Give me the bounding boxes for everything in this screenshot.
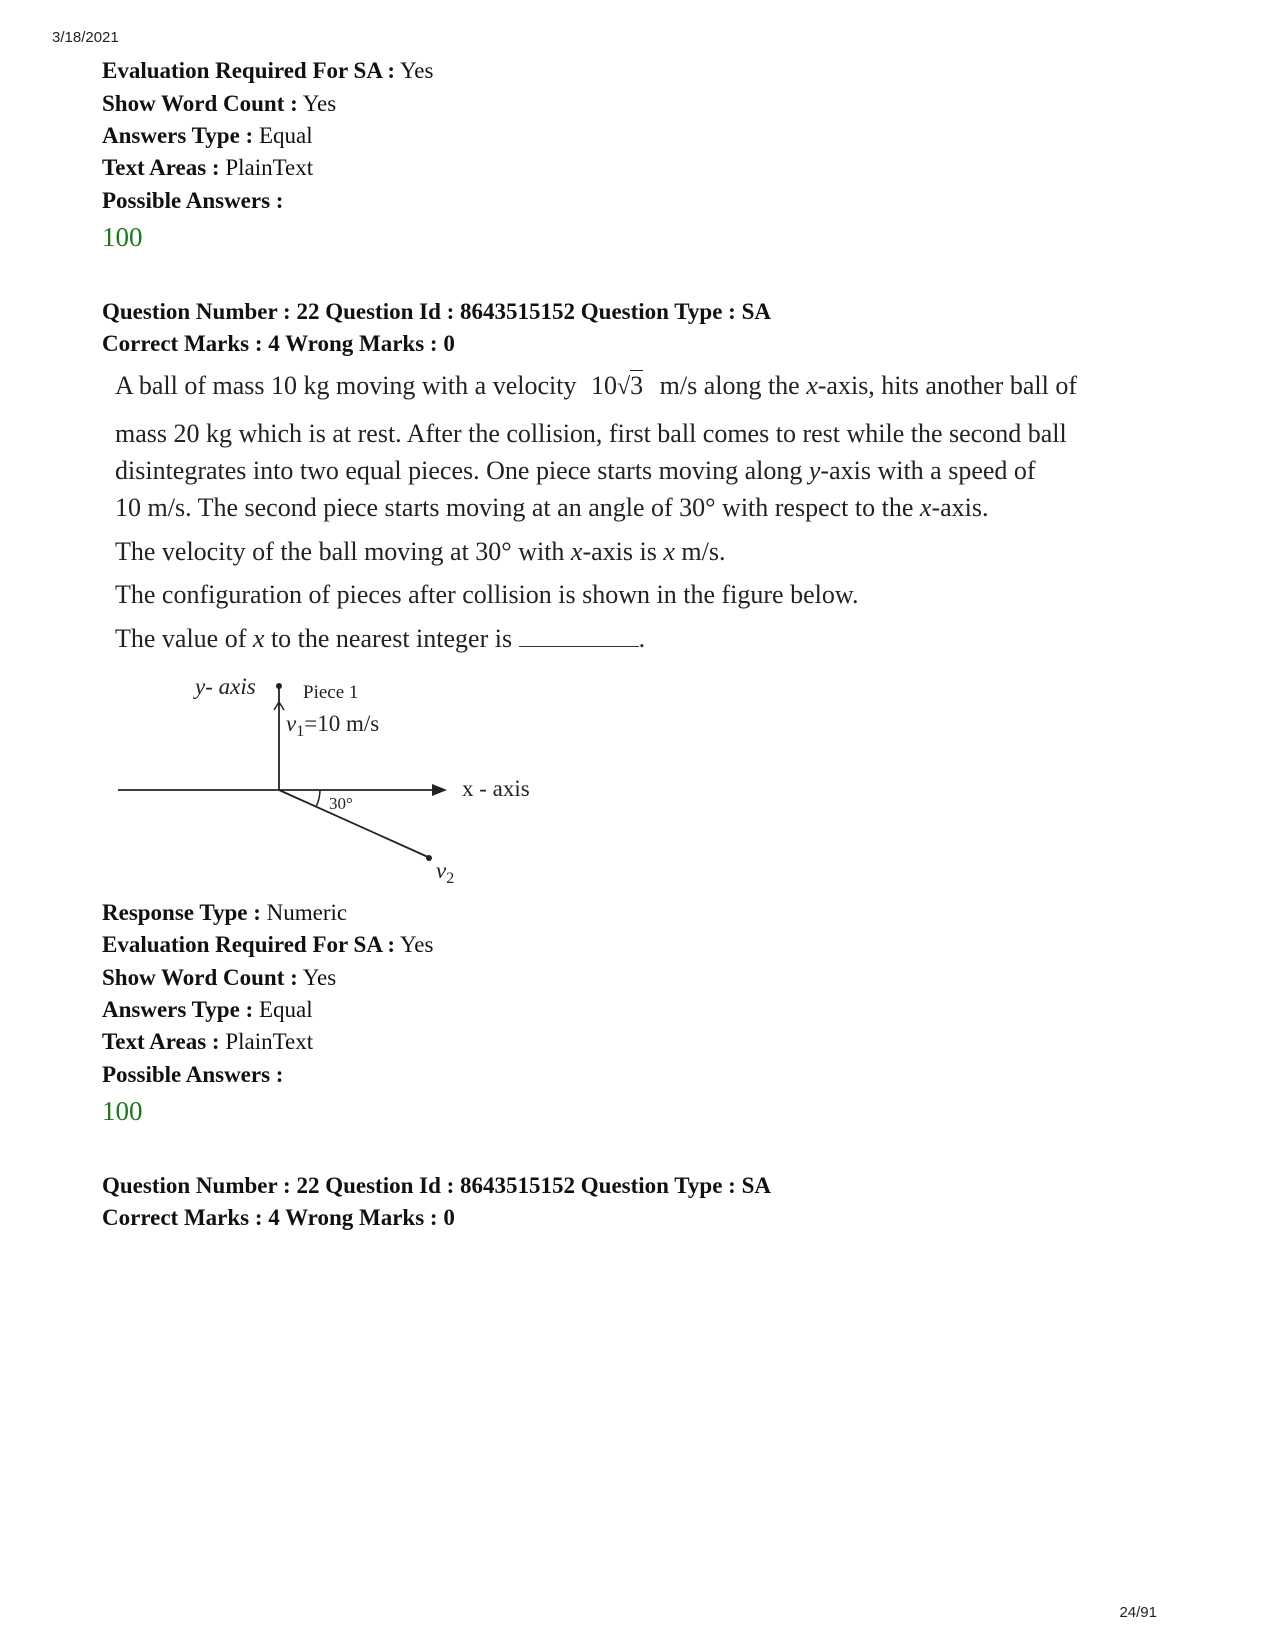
question-meta: Question Number : 22 Question Id : 8643515152 Question Type : SA xyxy=(102,299,771,324)
field-row: Text Areas : PlainText xyxy=(102,1029,314,1054)
field-row: Possible Answers : xyxy=(102,1062,284,1087)
question-text-line: The value of x to the nearest integer is . xyxy=(115,624,646,653)
field-row: Show Word Count : Yes xyxy=(102,965,337,990)
piece1-label: Piece 1 xyxy=(303,682,359,703)
field-row: Evaluation Required For SA : Yes xyxy=(102,932,434,957)
answer-blank xyxy=(519,628,639,647)
question-meta: Question Number : 22 Question Id : 8643515152 Question Type : SA xyxy=(102,1173,771,1198)
question-marks: Correct Marks : 4 Wrong Marks : 0 xyxy=(102,331,455,356)
piece2-line xyxy=(279,790,428,857)
field-row: Evaluation Required For SA : Yes xyxy=(102,58,434,83)
question-text-line: The velocity of the ball moving at 30° with x-axis is x m/s. xyxy=(115,537,726,566)
question-text-line: The configuration of pieces after collision is shown in the figure below. xyxy=(115,580,859,609)
question-text-line: 10 m/s. The second piece starts moving at an angle of 30° with respect to the x-axis. xyxy=(115,493,989,522)
field-row: Answers Type : Equal xyxy=(102,997,313,1022)
x-axis-arrow-icon xyxy=(432,784,447,796)
angle-label: 30° xyxy=(329,794,353,813)
angle-arc xyxy=(316,790,320,807)
v2-label: $v_2$ xyxy=(436,858,455,887)
question-text-line: disintegrates into two equal pieces. One piece starts moving along y-axis with a speed of xyxy=(115,456,1036,485)
question-text-line: mass 20 kg which is at rest. After the collision, first ball comes to rest while the second ball xyxy=(115,419,1067,448)
page-number: 24/91 xyxy=(1119,1604,1157,1621)
piece1-dot xyxy=(276,683,282,689)
piece2-dot xyxy=(426,855,432,861)
collision-diagram xyxy=(110,668,570,893)
field-row: Show Word Count : Yes xyxy=(102,91,337,116)
y-axis-label: y- axis xyxy=(195,674,256,699)
possible-answer: 100 xyxy=(102,1096,143,1126)
possible-answer: 100 xyxy=(102,222,143,252)
field-row: Response Type : Numeric xyxy=(102,900,348,925)
x-axis-label: x - axis xyxy=(462,776,530,801)
question-text-line: A ball of mass 10 kg moving with a velocity 10√3 m/s along the x-axis, hits another ball of xyxy=(115,371,1077,400)
print-date: 3/18/2021 xyxy=(52,29,119,46)
v1-label: $v_1=10$ m/s xyxy=(286,711,380,740)
field-row: Possible Answers : xyxy=(102,188,284,213)
question-marks: Correct Marks : 4 Wrong Marks : 0 xyxy=(102,1205,455,1230)
field-row: Answers Type : Equal xyxy=(102,123,313,148)
field-row: Text Areas : PlainText xyxy=(102,155,314,180)
